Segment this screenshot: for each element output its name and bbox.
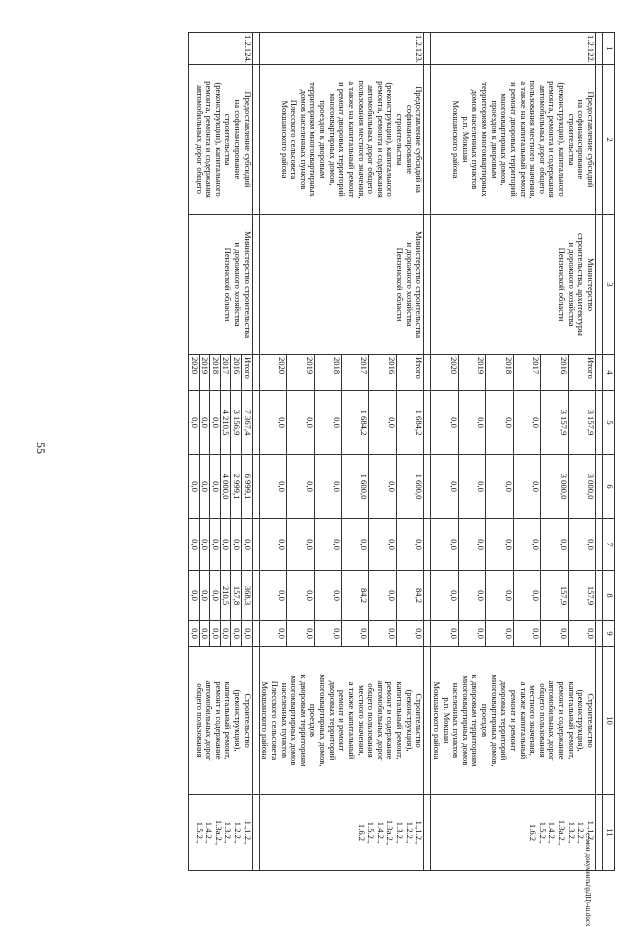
separator-cell <box>252 391 259 455</box>
regional-budget-cell: 2 999,1 <box>231 455 242 519</box>
separator-cell <box>424 355 431 391</box>
year-cell: 2018 <box>314 355 341 391</box>
event-line: Мокшанского района <box>451 100 462 179</box>
event-line: р.п. Мокшан <box>460 116 471 163</box>
result-line: ремонт и содержание <box>213 681 224 760</box>
event-line: многоквартирных домов, <box>327 93 338 186</box>
header-row <box>603 33 615 871</box>
other-sources-cell: 0,0 <box>231 621 242 647</box>
indicator-line: 1.3.2., <box>395 821 406 844</box>
federal-budget-cell: 0,0 <box>189 519 200 571</box>
year-cell: 2020 <box>189 355 200 391</box>
event-line: ремонта, ремонта и содержания <box>547 81 558 198</box>
separator-cell <box>596 795 603 871</box>
federal-budget-cell: 0,0 <box>486 519 513 571</box>
result-line: Мокшанского района <box>432 681 442 760</box>
year-cell: 2016 <box>541 355 568 391</box>
local-budget-cell: 0,0 <box>199 571 210 621</box>
header-cell-1: 1 <box>603 33 615 65</box>
federal-budget-cell: 0,0 <box>513 519 540 571</box>
separator-cell <box>424 647 431 795</box>
executor-line: Министерство строительства <box>414 230 425 339</box>
result-line: Строительство <box>586 693 596 748</box>
total-cell: 3 156,9 <box>231 391 242 455</box>
result-line: (реконструкция), <box>404 689 415 752</box>
indicator-line: 1.2.2., <box>576 821 587 844</box>
other-sources-cell: 0,0 <box>342 621 369 647</box>
year-cell: 2017 <box>513 355 540 391</box>
separator-cell <box>596 455 603 519</box>
separator-cell <box>424 33 431 65</box>
year-cell: 2019 <box>287 355 314 391</box>
event-line: домов населенных пунктов <box>470 89 481 190</box>
result-line: (реконструкция), <box>576 689 587 752</box>
event-name-cell <box>431 65 596 215</box>
executor-line: Министерство <box>586 258 596 311</box>
expected-result-cell <box>189 647 253 795</box>
regional-budget-cell: 4 000,0 <box>220 455 231 519</box>
local-budget-cell: 84,2 <box>396 571 423 621</box>
regional-budget-cell: 0,0 <box>513 455 540 519</box>
local-budget-cell: 368,3 <box>242 571 253 621</box>
row-number-cell: 1.2.122. <box>431 33 596 65</box>
local-budget-cell: 0,0 <box>287 571 314 621</box>
result-line: автомобильных дорог <box>204 680 215 761</box>
separator-cell <box>424 571 431 621</box>
regional-budget-cell: 1 600,0 <box>396 455 423 519</box>
executor-line: и дорожного хозяйства <box>233 242 244 327</box>
total-cell: 1 684,2 <box>342 391 369 455</box>
result-line: проездов <box>308 703 319 738</box>
other-sources-cell: 0,0 <box>220 621 231 647</box>
indicator-line: 1.4.2., <box>375 821 386 844</box>
separator-cell <box>252 33 259 65</box>
other-sources-cell: 0,0 <box>541 621 568 647</box>
event-line: строительства <box>395 113 406 166</box>
event-line: строительства <box>566 113 577 166</box>
result-line: к дворовым территориям <box>470 674 481 767</box>
total-cell: 3 157,9 <box>568 391 595 455</box>
event-line: и ремонт дворовых территорий <box>509 82 519 197</box>
indicator-cell <box>259 795 424 871</box>
event-line: автомобильных дорог общего <box>537 85 548 194</box>
total-cell: 0,0 <box>458 391 485 455</box>
regional-budget-cell: 3 000,0 <box>568 455 595 519</box>
event-line: Предоставление субсидий <box>586 91 596 188</box>
header-cell-10: 10 <box>603 647 615 795</box>
total-cell: 0,0 <box>314 391 341 455</box>
other-sources-cell: 0,0 <box>189 621 200 647</box>
local-budget-cell: 0,0 <box>314 571 341 621</box>
indicator-line: 1.4.2., <box>547 821 558 844</box>
total-cell: 7 367,4 <box>242 391 253 455</box>
federal-budget-cell: 0,0 <box>396 519 423 571</box>
result-line: р.п. Мокшан <box>441 697 452 744</box>
separator-cell <box>252 65 259 215</box>
header-cell-3: 3 <box>603 215 615 355</box>
federal-budget-cell: 0,0 <box>541 519 568 571</box>
expected-result-cell <box>259 647 424 795</box>
indicator-line: 1.2.2., <box>233 821 244 844</box>
regional-budget-cell: 0,0 <box>259 455 286 519</box>
indicator-line: 1.5.2., <box>194 821 205 844</box>
year-cell: 2019 <box>199 355 210 391</box>
separator-cell <box>596 65 603 215</box>
local-budget-cell: 0,0 <box>486 571 513 621</box>
other-sources-cell: 0,0 <box>369 621 396 647</box>
result-line: автомобильных дорог <box>547 680 558 761</box>
table-rotator <box>88 32 615 870</box>
result-line: общего пользования <box>366 683 377 758</box>
result-line: ремонт и ремонт <box>509 689 519 752</box>
other-sources-cell: 0,0 <box>259 621 286 647</box>
other-sources-cell: 0,0 <box>210 621 221 647</box>
event-line: Предоставление субсидий на <box>414 86 425 193</box>
federal-budget-cell: 0,0 <box>287 519 314 571</box>
result-line: капитальный ремонт, <box>566 681 577 760</box>
indicator-line: 1.6.2 <box>356 823 367 842</box>
year-cell: Итого <box>396 355 423 391</box>
result-line: дворовых территорий <box>327 680 338 761</box>
indicator-line: 1.4.2., <box>204 821 215 844</box>
other-sources-cell: 0,0 <box>314 621 341 647</box>
indicator-line: 1.6.2 <box>528 823 539 842</box>
indicator-cell <box>189 795 253 871</box>
other-sources-cell: 0,0 <box>431 621 458 647</box>
other-sources-cell: 0,0 <box>199 621 210 647</box>
regional-budget-cell: 0,0 <box>189 455 200 519</box>
federal-budget-cell: 0,0 <box>568 519 595 571</box>
year-cell: 2018 <box>486 355 513 391</box>
event-line: (реконструкции), капитального <box>557 82 568 197</box>
event-line: проездов к дворовым <box>318 100 329 179</box>
table-row <box>396 33 423 871</box>
executor-cell <box>259 215 424 355</box>
indicator-line: 1.5.2., <box>366 821 377 844</box>
local-budget-cell: 157,9 <box>541 571 568 621</box>
separator-cell <box>596 391 603 455</box>
event-line: территориям многоквартирных <box>480 82 491 197</box>
result-line: (реконструкция), <box>233 689 244 752</box>
indicator-line: 1.3а.2., <box>213 819 224 846</box>
year-cell: 2018 <box>210 355 221 391</box>
local-budget-cell: 0,0 <box>189 571 200 621</box>
year-cell: 2020 <box>259 355 286 391</box>
result-line: Строительство <box>242 693 253 748</box>
regional-budget-cell: 0,0 <box>199 455 210 519</box>
header-cell-7: 7 <box>603 519 615 571</box>
result-line: а также капитальный <box>518 681 529 760</box>
other-sources-cell: 0,0 <box>486 621 513 647</box>
executor-line: и дорожного хозяйства <box>566 242 577 327</box>
federal-budget-cell: 0,0 <box>342 519 369 571</box>
total-cell: 3 157,9 <box>541 391 568 455</box>
federal-budget-cell: 0,0 <box>242 519 253 571</box>
executor-line: Пензенской области <box>223 247 234 322</box>
event-line: на софинансирование <box>576 99 587 180</box>
year-cell: 2020 <box>431 355 458 391</box>
result-line: населенных пунктов <box>279 682 290 759</box>
separator-cell <box>596 355 603 391</box>
result-line: многоквартирных домов, <box>489 674 500 767</box>
total-cell: 0,0 <box>287 391 314 455</box>
event-name-cell <box>189 65 253 215</box>
local-budget-cell: 210,5 <box>220 571 231 621</box>
separator-cell <box>424 391 431 455</box>
local-budget-cell: 0,0 <box>210 571 221 621</box>
group-separator <box>424 33 431 871</box>
event-line: домов населенных пунктов <box>298 89 309 190</box>
separator-cell <box>596 33 603 65</box>
result-line: Плесского сельсовета <box>270 680 280 761</box>
executor-line: Министерство строительства <box>242 230 253 339</box>
total-cell: 0,0 <box>513 391 540 455</box>
other-sources-cell: 0,0 <box>287 621 314 647</box>
separator-cell <box>596 215 603 355</box>
separator-cell <box>424 455 431 519</box>
event-line: Мокшанского района <box>279 100 290 179</box>
regional-budget-cell: 0,0 <box>210 455 221 519</box>
other-sources-cell: 0,0 <box>458 621 485 647</box>
total-cell: 4 210,5 <box>220 391 231 455</box>
event-line: а также на капитальный ремонт <box>347 81 357 198</box>
event-line: и ремонт дворовых территорий <box>337 82 348 197</box>
indicator-line: 1.,1.2., <box>242 820 253 845</box>
regional-budget-cell: 0,0 <box>314 455 341 519</box>
executor-line: Пензенской области <box>557 247 568 322</box>
table-body <box>189 33 615 871</box>
indicator-line: 1.,1.2., <box>414 820 425 845</box>
row-number-cell: 1.2.124. <box>189 33 253 65</box>
header-cell-2: 2 <box>603 65 615 215</box>
event-line: строительства <box>223 113 234 166</box>
event-line: ремонта, ремонта и содержания <box>375 81 386 198</box>
total-cell: 0,0 <box>259 391 286 455</box>
event-line: Предоставление субсидий <box>242 91 253 188</box>
result-line: ремонт и ремонт <box>337 689 348 752</box>
local-budget-cell: 157,8 <box>231 571 242 621</box>
result-line: автомобильных дорог <box>375 680 386 761</box>
executor-line: Пензенской области <box>395 247 406 322</box>
regional-budget-cell: 0,0 <box>486 455 513 519</box>
year-cell: 2019 <box>458 355 485 391</box>
result-line: проездов <box>480 703 491 738</box>
result-line: к дворовым территориям <box>298 674 309 767</box>
total-cell: 0,0 <box>486 391 513 455</box>
event-name-cell <box>259 65 424 215</box>
local-budget-cell: 0,0 <box>513 571 540 621</box>
executor-cell <box>189 215 253 355</box>
event-line: пользования местного значения, <box>356 80 367 199</box>
separator-cell <box>596 519 603 571</box>
federal-budget-cell: 0,0 <box>458 519 485 571</box>
indicator-line: 1.5.2., <box>537 821 548 844</box>
separator-cell <box>252 455 259 519</box>
local-budget-cell: 0,0 <box>369 571 396 621</box>
indicator-line: 1.3.2., <box>566 821 577 844</box>
federal-budget-cell: 0,0 <box>431 519 458 571</box>
regional-budget-cell: 3 000,0 <box>541 455 568 519</box>
federal-budget-cell: 0,0 <box>210 519 221 571</box>
header-cell-11: 11 <box>603 795 615 871</box>
total-cell: 0,0 <box>189 391 200 455</box>
result-line: а также капитальный <box>347 681 357 760</box>
local-budget-cell: 0,0 <box>458 571 485 621</box>
result-line: Строительство <box>414 693 425 748</box>
group-separator <box>596 33 603 871</box>
year-cell: 2017 <box>220 355 231 391</box>
regional-budget-cell: 6 999,1 <box>242 455 253 519</box>
event-line: Плесского сельсовета <box>289 99 300 180</box>
result-line: Мокшанского района <box>260 681 271 760</box>
federal-budget-cell: 0,0 <box>369 519 396 571</box>
year-cell: Итого <box>242 355 253 391</box>
separator-cell <box>252 647 259 795</box>
other-sources-cell: 0,0 <box>568 621 595 647</box>
result-line: дворовых территорий <box>499 680 510 761</box>
result-line: многоквартирных домов <box>460 675 471 766</box>
event-line: многоквартирных домов, <box>499 93 510 186</box>
group-separator <box>252 33 259 871</box>
regional-budget-cell: 1 600,0 <box>342 455 369 519</box>
federal-budget-cell: 0,0 <box>231 519 242 571</box>
table-row <box>242 33 253 871</box>
result-line: местного значения, <box>528 685 539 756</box>
separator-cell <box>424 795 431 871</box>
result-line: общего пользования <box>537 683 548 758</box>
event-line: проездов к дворовым <box>489 100 500 179</box>
event-line: (реконструкции), капитального <box>213 82 224 197</box>
indicator-line: 1.3а.2., <box>557 819 568 846</box>
total-cell: 1 684,2 <box>396 391 423 455</box>
total-cell: 0,0 <box>199 391 210 455</box>
event-line: автомобильных дорог общего <box>194 85 205 194</box>
federal-budget-cell: 0,0 <box>259 519 286 571</box>
result-line: местного значения, <box>356 685 367 756</box>
regional-budget-cell: 0,0 <box>369 455 396 519</box>
event-line: софинансирование <box>404 104 415 175</box>
result-line: населенных пунктов <box>451 682 462 759</box>
separator-cell <box>252 355 259 391</box>
result-line: многоквартирных домов <box>289 675 300 766</box>
result-line: капитальный ремонт, <box>395 681 406 760</box>
separator-cell <box>252 571 259 621</box>
separator-cell <box>596 571 603 621</box>
year-cell: Итого <box>568 355 595 391</box>
result-line: капитальный ремонт, <box>223 681 234 760</box>
separator-cell <box>252 621 259 647</box>
separator-cell <box>424 65 431 215</box>
regional-budget-cell: 0,0 <box>287 455 314 519</box>
federal-budget-cell: 0,0 <box>220 519 231 571</box>
result-line: ремонт и содержание <box>557 681 568 760</box>
separator-cell <box>252 215 259 355</box>
regional-budget-cell: 0,0 <box>458 455 485 519</box>
local-budget-cell: 0,0 <box>259 571 286 621</box>
program-table <box>188 32 615 871</box>
separator-cell <box>424 215 431 355</box>
local-budget-cell: 84,2 <box>342 571 369 621</box>
executor-line: и дорожного хозяйства <box>404 242 415 327</box>
row-number-cell: 1.2.123. <box>259 33 424 65</box>
year-cell: 2016 <box>231 355 242 391</box>
other-sources-cell: 0,0 <box>396 621 423 647</box>
header-cell-6: 6 <box>603 455 615 519</box>
regional-budget-cell: 0,0 <box>431 455 458 519</box>
separator-cell <box>252 795 259 871</box>
separator-cell <box>424 621 431 647</box>
year-cell: 2017 <box>342 355 369 391</box>
table-row <box>568 33 595 871</box>
result-line: ремонт и содержание <box>385 681 396 760</box>
federal-budget-cell: 0,0 <box>314 519 341 571</box>
total-cell: 0,0 <box>369 391 396 455</box>
separator-cell <box>596 647 603 795</box>
footer-file-path: c:\мои документы\рДЦ\-ш.docx <box>584 833 592 927</box>
result-line: многоквартирных домов, <box>318 674 329 767</box>
indicator-line: 1.,1.2., <box>586 820 596 845</box>
event-line: автомобильных дорог общего <box>366 85 377 194</box>
other-sources-cell: 0,0 <box>242 621 253 647</box>
other-sources-cell: 0,0 <box>513 621 540 647</box>
total-cell: 0,0 <box>210 391 221 455</box>
expected-result-cell <box>431 647 596 795</box>
page-number: 55 <box>34 442 48 454</box>
result-line: общего пользования <box>194 683 205 758</box>
federal-budget-cell: 0,0 <box>199 519 210 571</box>
event-line: ремонта, ремонта и содержания <box>204 81 215 198</box>
indicator-cell <box>431 795 596 871</box>
executor-line: строительства, архитектуры <box>576 233 587 336</box>
year-cell: 2016 <box>369 355 396 391</box>
separator-cell <box>424 519 431 571</box>
event-line: на софинансирование <box>233 99 244 180</box>
separator-cell <box>596 621 603 647</box>
header-cell-5: 5 <box>603 391 615 455</box>
header-cell-8: 8 <box>603 571 615 621</box>
local-budget-cell: 0,0 <box>431 571 458 621</box>
local-budget-cell: 157,9 <box>568 571 595 621</box>
indicator-line: 1.3а.2., <box>385 819 396 846</box>
indicator-line: 1.2.2., <box>404 821 415 844</box>
event-line: территориям многоквартирных <box>308 82 319 197</box>
event-line: (реконструкции), капитального <box>385 82 396 197</box>
indicator-line: 1.3.2., <box>223 821 234 844</box>
header-cell-9: 9 <box>603 621 615 647</box>
separator-cell <box>252 519 259 571</box>
executor-cell <box>431 215 596 355</box>
header-cell-4: 4 <box>603 355 615 391</box>
total-cell: 0,0 <box>431 391 458 455</box>
event-line: пользования местного значения, <box>528 80 539 199</box>
event-line: а также на капитальный ремонт <box>518 81 529 198</box>
